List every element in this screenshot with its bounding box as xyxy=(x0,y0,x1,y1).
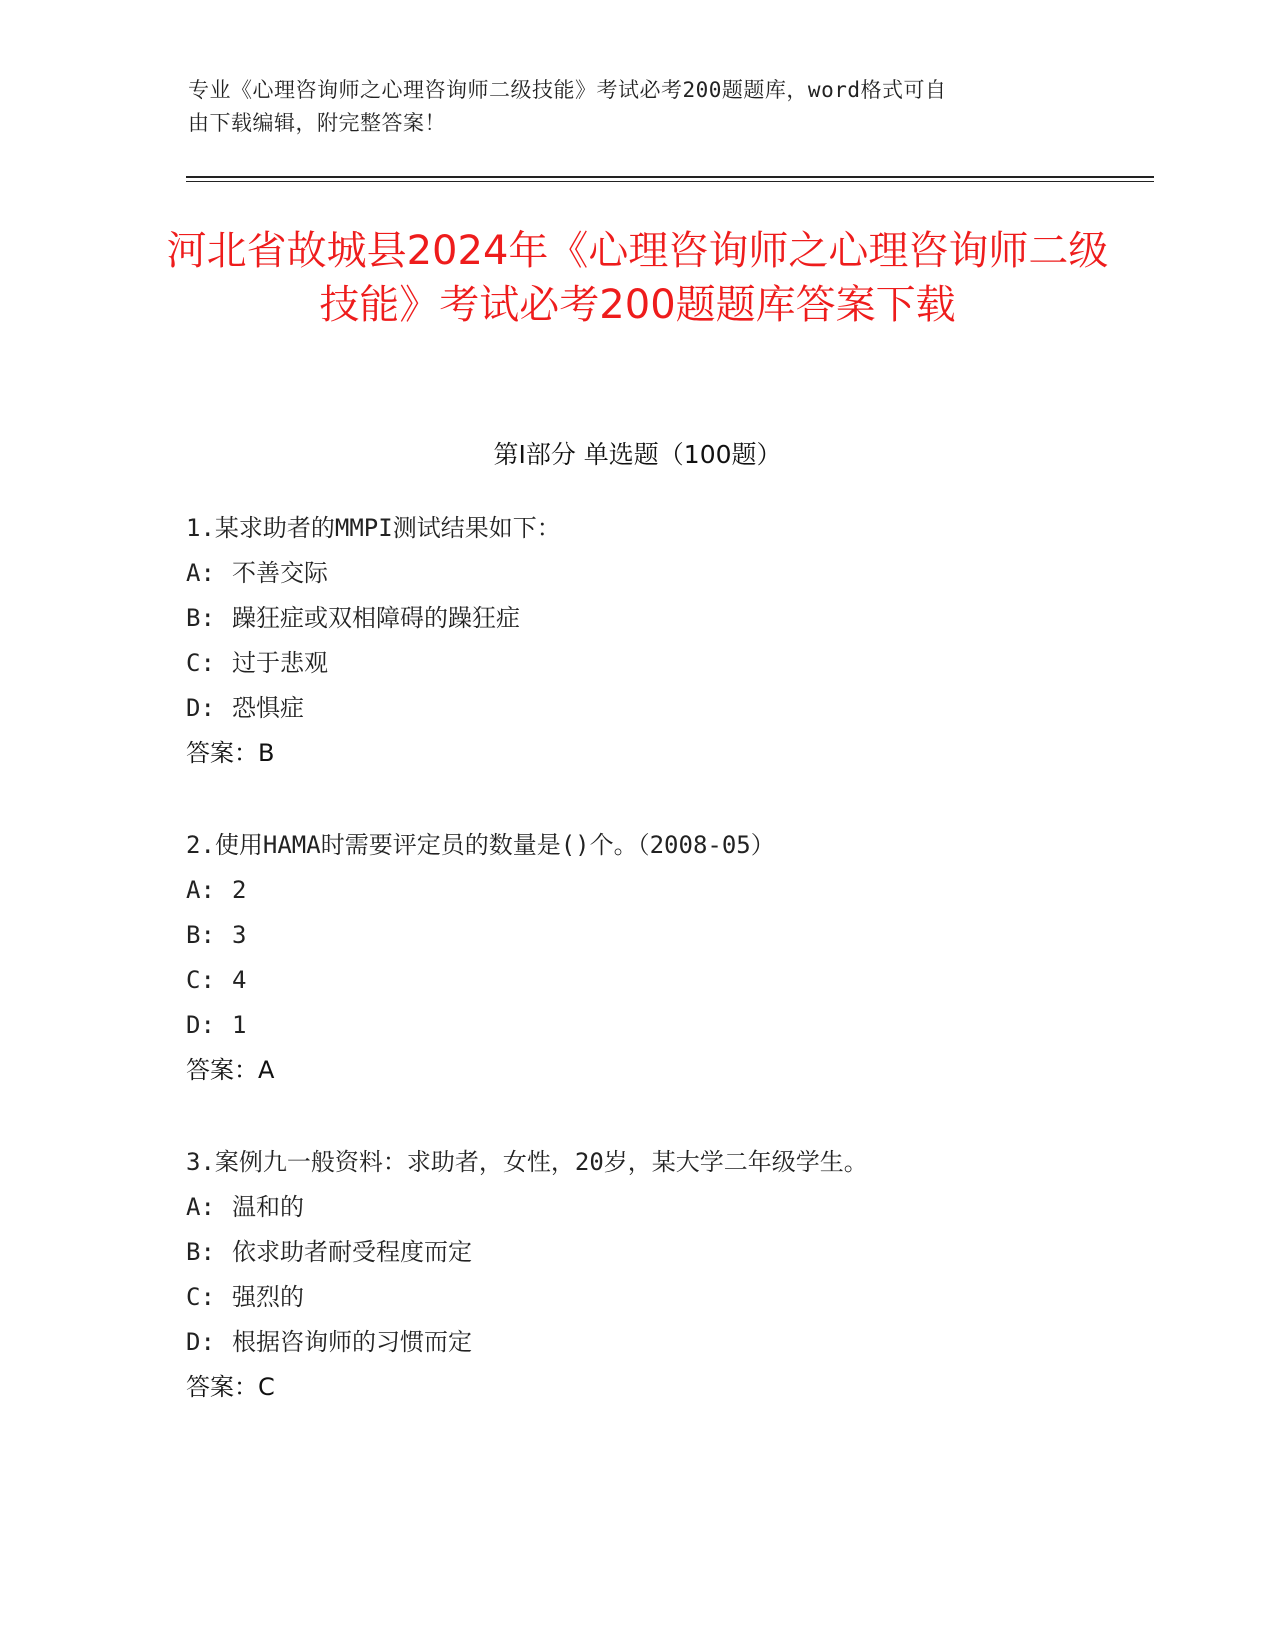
option-b xyxy=(186,596,1086,641)
option-text: 2 xyxy=(232,876,247,904)
question-3 xyxy=(186,1140,1086,1410)
option-text: 过于悲观 xyxy=(232,649,328,677)
option-c xyxy=(186,958,1086,1003)
option-text: 躁狂症或双相障碍的躁狂症 xyxy=(232,604,520,632)
option-b xyxy=(186,1230,1086,1275)
option-key: A: xyxy=(186,1193,215,1221)
option-key: A: xyxy=(186,876,215,904)
question-stem: 3.案例九一般资料：求助者，女性，20岁，某大学二年级学生。 xyxy=(186,1148,868,1176)
option-key: B: xyxy=(186,604,215,632)
header-divider-thin xyxy=(186,181,1154,182)
option-key: D: xyxy=(186,694,215,722)
document-title: 河北省故城县2024年《心理咨询师之心理咨询师二级技能》考试必考200题题库答案下载 xyxy=(166,228,1109,328)
question-stem: 2.使用HAMA时需要评定员的数量是()个。（2008-05） xyxy=(186,831,775,859)
option-d xyxy=(186,686,1086,731)
option-text: 3 xyxy=(232,921,247,949)
answer-line: 答案：B xyxy=(186,739,275,767)
option-key: C: xyxy=(186,649,215,677)
option-a xyxy=(186,868,1086,913)
option-d xyxy=(186,1320,1086,1365)
option-key: D: xyxy=(186,1011,215,1039)
question-1 xyxy=(186,506,1086,776)
question-2 xyxy=(186,823,1086,1093)
option-key: C: xyxy=(186,1283,215,1311)
option-key: D: xyxy=(186,1328,215,1356)
header-note-line-2: 由下载编辑，附完整答案！ xyxy=(188,111,446,135)
option-text: 强烈的 xyxy=(232,1283,304,1311)
section-heading: 第Ⅰ部分 单选题（100题） xyxy=(493,440,782,469)
option-b xyxy=(186,913,1086,958)
header-note xyxy=(188,74,1088,140)
option-d xyxy=(186,1003,1086,1048)
option-text: 温和的 xyxy=(232,1193,304,1221)
answer-line: 答案：A xyxy=(186,1056,275,1084)
question-stem: 1.某求助者的MMPI测试结果如下： xyxy=(186,514,561,542)
option-key: B: xyxy=(186,921,215,949)
option-text: 不善交际 xyxy=(232,559,328,587)
option-text: 根据咨询师的习惯而定 xyxy=(232,1328,472,1356)
option-key: B: xyxy=(186,1238,215,1266)
option-a xyxy=(186,1185,1086,1230)
option-text: 依求助者耐受程度而定 xyxy=(232,1238,472,1266)
option-text: 1 xyxy=(232,1011,247,1039)
option-text: 4 xyxy=(232,966,247,994)
option-key: C: xyxy=(186,966,215,994)
header-divider-thick xyxy=(186,176,1154,178)
header-note-line-1: 专业《心理咨询师之心理咨询师二级技能》考试必考200题题库，word格式可自 xyxy=(188,78,947,102)
option-key: A: xyxy=(186,559,215,587)
answer-line: 答案：C xyxy=(186,1373,275,1401)
option-a xyxy=(186,551,1086,596)
option-c xyxy=(186,641,1086,686)
option-text: 恐惧症 xyxy=(232,694,304,722)
option-c xyxy=(186,1275,1086,1320)
